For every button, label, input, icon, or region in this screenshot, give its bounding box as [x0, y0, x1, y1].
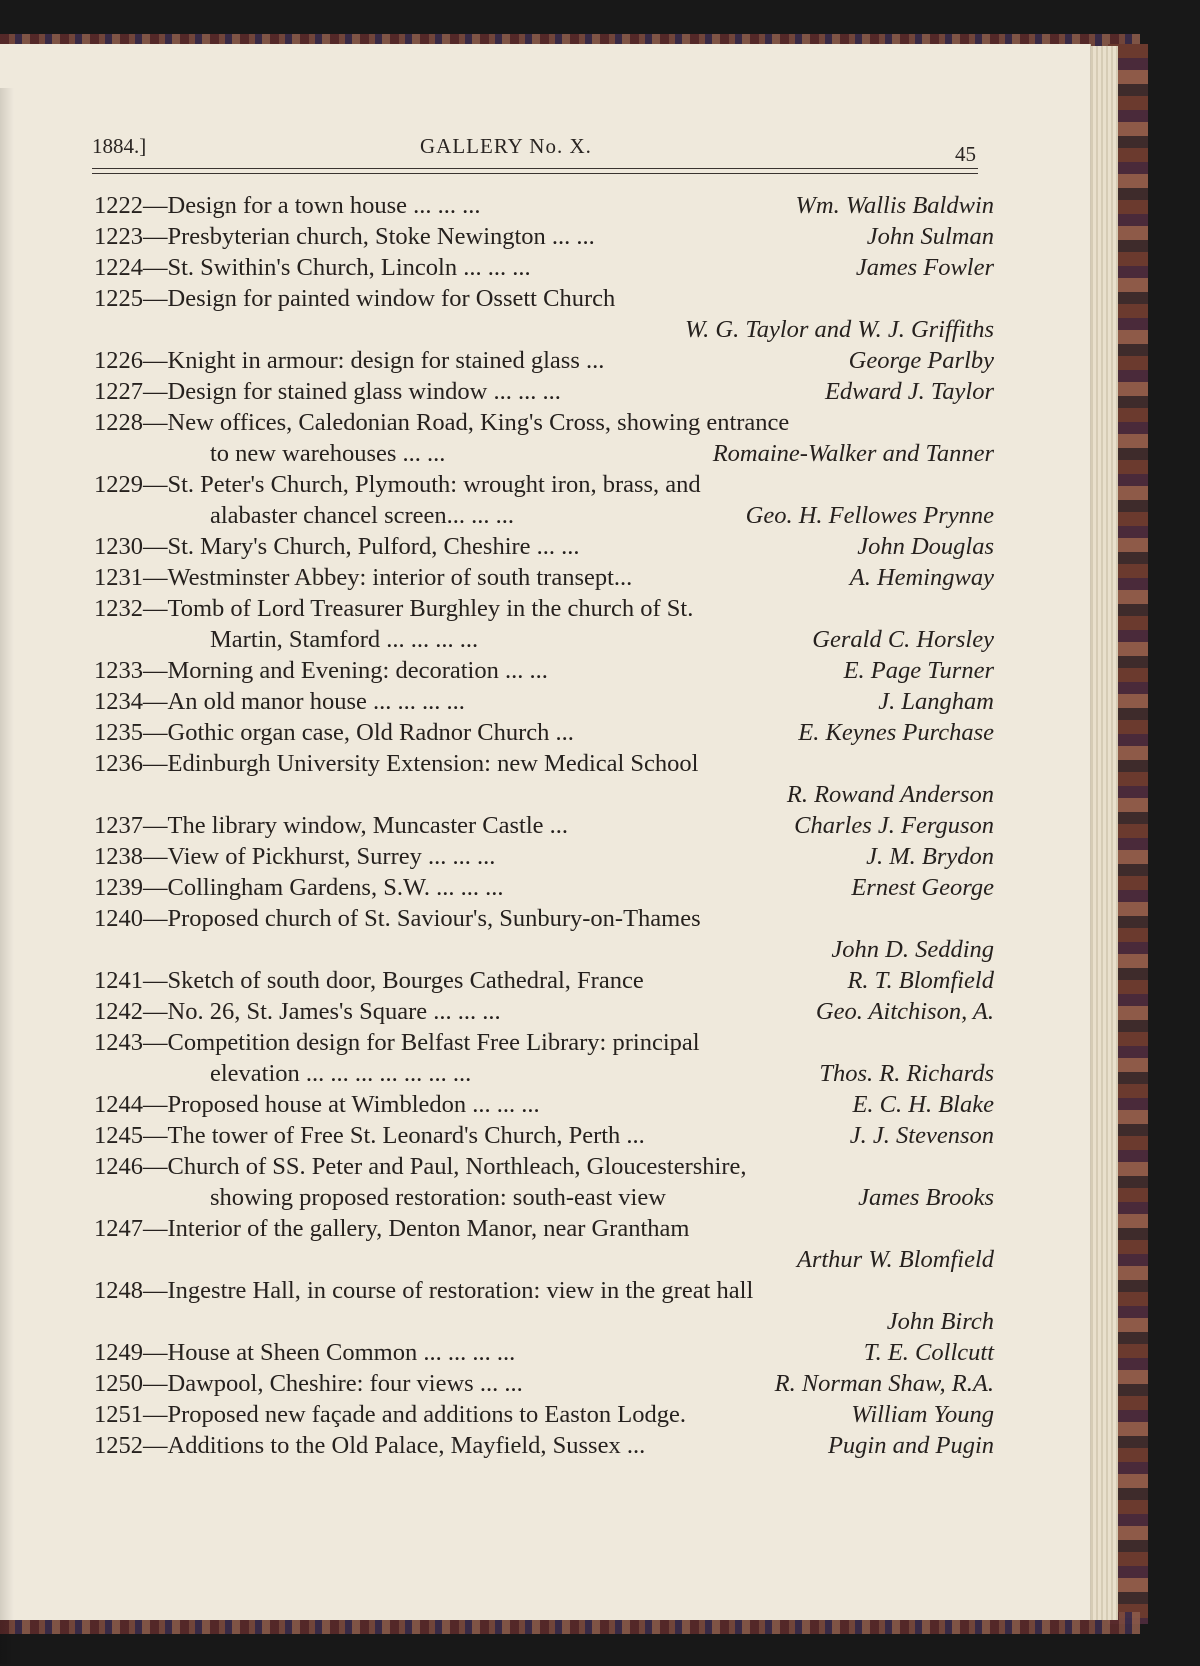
entry-title: to new warehouses ... ... — [210, 440, 446, 467]
entry-author: Geo. Aitchison, A. — [815, 998, 994, 1025]
entry-line — [94, 903, 994, 934]
entry-line — [94, 1027, 994, 1058]
entry-line — [94, 1120, 994, 1151]
entry-line — [94, 531, 994, 562]
catalogue-entry — [94, 1027, 994, 1089]
entry-title: 1243—Competition design for Belfast Free Library: principal — [94, 1029, 700, 1056]
header-rule — [92, 168, 978, 169]
entry-title: elevation ... ... ... ... ... ... ... — [210, 1060, 472, 1087]
entry-title: 1229—St. Peter's Church, Plymouth: wrought iron, brass, and — [94, 471, 701, 498]
entry-author: Gerald C. Horsley — [812, 626, 994, 653]
entry-title: 1234—An old manor house ... ... ... ... — [94, 688, 465, 715]
catalogue-entry — [94, 1151, 994, 1213]
entry-title: 1228—New offices, Caledonian Road, King's Cross, showing entrance — [94, 409, 790, 436]
catalogue-entries — [94, 190, 994, 1461]
entry-line — [94, 655, 994, 686]
entry-line — [94, 1089, 994, 1120]
entry-author: E. Page Turner — [843, 657, 994, 684]
entry-line — [94, 469, 994, 500]
entry-author: John Sulman — [866, 223, 994, 250]
catalogue-entry — [94, 903, 994, 965]
entry-line — [94, 221, 994, 252]
entry-author: Edward J. Taylor — [824, 378, 994, 405]
catalogue-entry — [94, 1368, 994, 1399]
catalogue-entry — [94, 190, 994, 221]
entry-title: 1245—The tower of Free St. Leonard's Church, Perth ... — [94, 1122, 645, 1149]
entry-line — [94, 345, 994, 376]
entry-author: William Young — [851, 1401, 994, 1428]
entry-author: John D. Sedding — [831, 936, 994, 963]
header-rule — [92, 173, 978, 174]
catalogue-entry — [94, 469, 994, 531]
catalogue-entry — [94, 965, 994, 996]
entry-title: 1222—Design for a town house ... ... ... — [94, 192, 481, 219]
entry-line — [94, 376, 994, 407]
entry-line — [94, 252, 994, 283]
catalogue-entry — [94, 841, 994, 872]
entry-author: Ernest George — [851, 874, 994, 901]
entry-author: Geo. H. Fellowes Prynne — [745, 502, 994, 529]
entry-author: T. E. Collcutt — [863, 1339, 994, 1366]
catalogue-entry — [94, 748, 994, 810]
entry-author: James Fowler — [855, 254, 994, 281]
entry-title: 1248—Ingestre Hall, in course of restoration: view in the great hall — [94, 1277, 754, 1304]
entry-title: 1239—Collingham Gardens, S.W. ... ... ... — [94, 874, 504, 901]
entry-title: 1223—Presbyterian church, Stoke Newington ... ... — [94, 223, 595, 250]
entry-title: 1236—Edinburgh University Extension: new Medical School — [94, 750, 699, 777]
entry-line — [94, 624, 994, 655]
entry-line — [94, 996, 994, 1027]
entry-title: 1251—Proposed new façade and additions to Easton Lodge. — [94, 1401, 686, 1428]
entry-author: Thos. R. Richards — [819, 1060, 994, 1087]
catalogue-entry — [94, 686, 994, 717]
entry-title: 1227—Design for stained glass window ... ... ... — [94, 378, 561, 405]
catalogue-entry — [94, 562, 994, 593]
entry-line — [94, 965, 994, 996]
entry-title: 1226—Knight in armour: design for stained glass ... — [94, 347, 605, 374]
entry-line — [94, 934, 994, 965]
entry-author: George Parlby — [848, 347, 994, 374]
entry-author: J. M. Brydon — [866, 843, 994, 870]
entry-author: Romaine-Walker and Tanner — [712, 440, 994, 467]
entry-line — [94, 841, 994, 872]
entry-author: Charles J. Ferguson — [794, 812, 994, 839]
catalogue-entry — [94, 1399, 994, 1430]
entry-title: alabaster chancel screen... ... ... — [210, 502, 515, 529]
entry-title: 1244—Proposed house at Wimbledon ... ... ... — [94, 1091, 540, 1118]
catalogue-entry — [94, 345, 994, 376]
entry-line — [94, 1213, 994, 1244]
entry-line — [94, 1306, 994, 1337]
entry-author: John Douglas — [857, 533, 994, 560]
entry-title: 1231—Westminster Abbey: interior of south transept... — [94, 564, 633, 591]
entry-title: 1247—Interior of the gallery, Denton Manor, near Grantham — [94, 1215, 690, 1242]
entry-author: Wm. Wallis Baldwin — [795, 192, 994, 219]
catalogue-entry — [94, 283, 994, 345]
catalogue-entry — [94, 1120, 994, 1151]
entry-line — [94, 1337, 994, 1368]
catalogue-entry — [94, 407, 994, 469]
entry-title: 1230—St. Mary's Church, Pulford, Cheshire ... ... — [94, 533, 580, 560]
entry-author: John Birch — [886, 1308, 994, 1335]
entry-title: Martin, Stamford ... ... ... ... — [210, 626, 479, 653]
entry-title: 1242—No. 26, St. James's Square ... ... ... — [94, 998, 501, 1025]
entry-title: 1241—Sketch of south door, Bourges Cathedral, France — [94, 967, 644, 994]
entry-title: 1238—View of Pickhurst, Surrey ... ... ... — [94, 843, 496, 870]
entry-line — [94, 314, 994, 345]
page-number: 45 — [955, 142, 976, 166]
entry-author: E. Keynes Purchase — [798, 719, 994, 746]
entry-line — [94, 779, 994, 810]
entry-title: 1225—Design for painted window for Ossett Church — [94, 285, 616, 312]
entry-line — [94, 500, 994, 531]
entry-title: showing proposed restoration: south-east view — [210, 1184, 666, 1211]
entry-line — [94, 748, 994, 779]
catalogue-entry — [94, 1275, 994, 1337]
catalogue-entry — [94, 593, 994, 655]
entry-line — [94, 717, 994, 748]
entry-author: E. C. H. Blake — [852, 1091, 994, 1118]
catalogue-entry — [94, 1213, 994, 1275]
entry-line — [94, 1368, 994, 1399]
entry-line — [94, 562, 994, 593]
entry-line — [94, 438, 994, 469]
catalogue-entry — [94, 531, 994, 562]
entry-title: 1232—Tomb of Lord Treasurer Burghley in the church of St. — [94, 595, 694, 622]
entry-title: 1252—Additions to the Old Palace, Mayfield, Sussex ... — [94, 1432, 646, 1459]
catalogue-entry — [94, 1089, 994, 1120]
catalogue-entry — [94, 376, 994, 407]
catalogue-entry — [94, 1430, 994, 1461]
entry-line — [94, 407, 994, 438]
entry-title: 1246—Church of SS. Peter and Paul, Northleach, Gloucestershire, — [94, 1153, 747, 1180]
catalogue-entry — [94, 1337, 994, 1368]
catalogue-entry — [94, 221, 994, 252]
entry-title: 1250—Dawpool, Cheshire: four views ... ... — [94, 1370, 523, 1397]
entry-line — [94, 872, 994, 903]
spine-shadow — [0, 88, 14, 1664]
catalogue-entry — [94, 252, 994, 283]
entry-author: A. Hemingway — [849, 564, 994, 591]
entry-line — [94, 1430, 994, 1461]
entry-author: W. G. Taylor and W. J. Griffiths — [684, 316, 994, 343]
entry-title: 1240—Proposed church of St. Saviour's, Sunbury-on-Thames — [94, 905, 701, 932]
running-head-title: GALLERY No. X. — [420, 134, 592, 158]
entry-title: 1249—House at Sheen Common ... ... ... ... — [94, 1339, 516, 1366]
catalogue-entry — [94, 996, 994, 1027]
entry-author: R. T. Blomfield — [847, 967, 994, 994]
catalogue-entry — [94, 810, 994, 841]
catalogue-entry — [94, 717, 994, 748]
catalogue-entry — [94, 655, 994, 686]
entry-author: R. Norman Shaw, R.A. — [774, 1370, 994, 1397]
entry-author: James Brooks — [858, 1184, 994, 1211]
entry-author: J. Langham — [878, 688, 994, 715]
entry-author: R. Rowand Anderson — [786, 781, 994, 808]
entry-line — [94, 283, 994, 314]
entry-author: J. J. Stevenson — [849, 1122, 994, 1149]
entry-line — [94, 1151, 994, 1182]
catalogue-entry — [94, 872, 994, 903]
entry-line — [94, 190, 994, 221]
entry-line — [94, 1399, 994, 1430]
entry-title: 1224—St. Swithin's Church, Lincoln ... ... ... — [94, 254, 531, 281]
entry-line — [94, 810, 994, 841]
entry-title: 1237—The library window, Muncaster Castle ... — [94, 812, 569, 839]
entry-line — [94, 686, 994, 717]
entry-title: 1235—Gothic organ case, Old Radnor Church ... — [94, 719, 574, 746]
entry-title: 1233—Morning and Evening: decoration ... ... — [94, 657, 548, 684]
running-head-year: 1884.] — [92, 134, 147, 158]
entry-line — [94, 1244, 994, 1275]
entry-line — [94, 1275, 994, 1306]
page — [0, 44, 1091, 1620]
entry-author: Pugin and Pugin — [827, 1432, 994, 1459]
entry-author: Arthur W. Blomfield — [796, 1246, 994, 1273]
entry-line — [94, 1182, 994, 1213]
entry-line — [94, 593, 994, 624]
entry-line — [94, 1058, 994, 1089]
